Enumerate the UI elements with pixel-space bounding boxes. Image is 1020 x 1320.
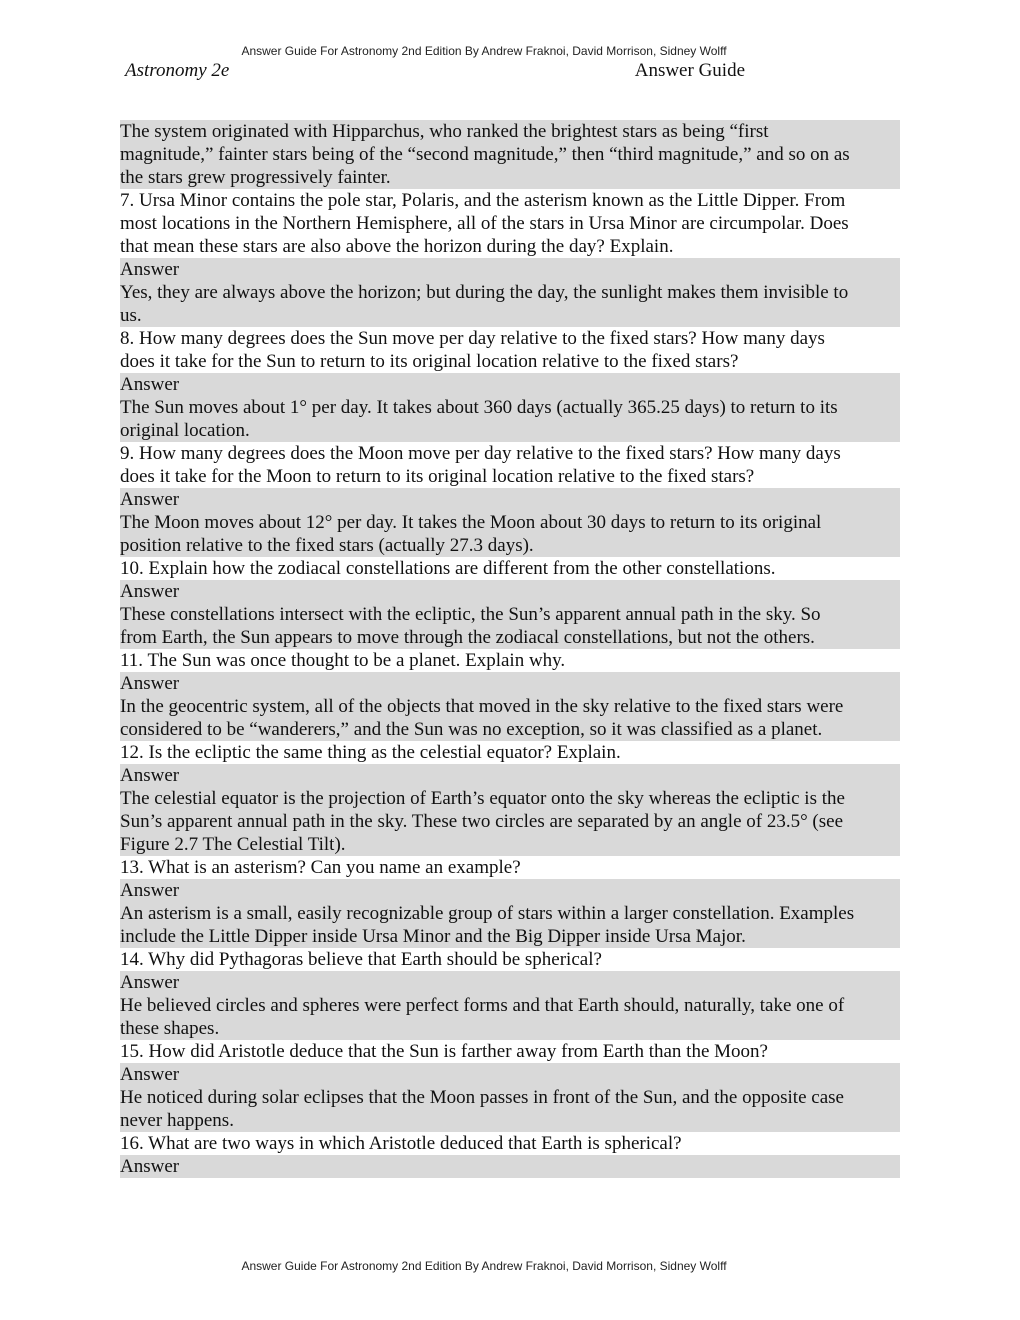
question-block xyxy=(120,856,900,879)
text-line: that mean these stars are also above the horizon during the day? Explain. xyxy=(120,236,674,257)
text-line: The system originated with Hipparchus, who ranked the brightest stars as being “first xyxy=(120,121,769,142)
text-line: The Sun moves about 1° per day. It takes about 360 days (actually 365.25 days) to return to its xyxy=(120,397,838,418)
answer-label: Answer xyxy=(120,1064,180,1085)
answer-block xyxy=(120,258,900,327)
text-line: Figure 2.7 The Celestial Tilt). xyxy=(120,834,346,855)
text-line: 12. Is the ecliptic the same thing as the celestial equator? Explain. xyxy=(120,742,621,763)
question-block xyxy=(120,1132,900,1155)
text-line: original location. xyxy=(120,420,250,441)
text-line: 8. How many degrees does the Sun move per day relative to the fixed stars? How many days xyxy=(120,328,825,349)
question-block xyxy=(120,649,900,672)
text-line: 9. How many degrees does the Moon move per day relative to the fixed stars? How many days xyxy=(120,443,841,464)
footer-credit: Answer Guide For Astronomy 2nd Edition By Andrew Fraknoi, David Morrison, Sidney Wolff xyxy=(241,1259,727,1273)
text-line: He believed circles and spheres were perfect forms and that Earth should, naturally, take one of xyxy=(120,995,845,1016)
text-line: 13. What is an asterism? Can you name an example? xyxy=(120,857,521,878)
text-line: Sun’s apparent annual path in the sky. These two circles are separated by an angle of 23.5° (see xyxy=(120,811,844,832)
answer-block xyxy=(120,580,900,649)
text-line: 7. Ursa Minor contains the pole star, Polaris, and the asterism known as the Little Dipper. From xyxy=(120,190,846,211)
text-line: Yes, they are always above the horizon; but during the day, the sunlight makes them invisible to xyxy=(120,282,849,303)
text-line: never happens. xyxy=(120,1110,234,1131)
text-line: These constellations intersect with the ecliptic, the Sun’s apparent annual path in the sky. So xyxy=(120,604,821,625)
text-line: from Earth, the Sun appears to move through the zodiacal constellations, but not the others. xyxy=(120,627,815,648)
answer-block xyxy=(120,1063,900,1132)
text-line: An asterism is a small, easily recognizable group of stars within a larger constellation. Examples xyxy=(120,903,855,924)
question-block xyxy=(120,442,900,488)
text-line: most locations in the Northern Hemisphere, all of the stars in Ursa Minor are circumpolar. Does xyxy=(120,213,849,234)
text-line: The celestial equator is the projection of Earth’s equator onto the sky whereas the ecliptic is the xyxy=(120,788,845,809)
answer-label: Answer xyxy=(120,880,180,901)
text-line: us. xyxy=(120,305,142,326)
question-block xyxy=(120,741,900,764)
text-line: the stars grew progressively fainter. xyxy=(120,167,391,188)
answer-label: Answer xyxy=(120,581,180,602)
text-line: position relative to the fixed stars (actually 27.3 days). xyxy=(120,535,534,556)
answer-label: Answer xyxy=(120,1156,180,1177)
running-head xyxy=(125,59,745,85)
header-credit: Answer Guide For Astronomy 2nd Edition By Andrew Fraknoi, David Morrison, Sidney Wolff xyxy=(241,44,727,58)
answer-label: Answer xyxy=(120,259,180,280)
text-line: 16. What are two ways in which Aristotle deduced that Earth is spherical? xyxy=(120,1133,682,1154)
text-line: The Moon moves about 12° per day. It takes the Moon about 30 days to return to its original xyxy=(120,512,822,533)
text-line: include the Little Dipper inside Ursa Minor and the Big Dipper inside Ursa Major. xyxy=(120,926,746,947)
answer-label: Answer xyxy=(120,673,180,694)
text-line: does it take for the Moon to return to its original location relative to the fixed stars? xyxy=(120,466,755,487)
answer-block xyxy=(120,672,900,741)
qa-content xyxy=(120,120,900,1178)
question-block xyxy=(120,948,900,971)
text-line: considered to be “wanderers,” and the Sun was no exception, so it was classified as a planet. xyxy=(120,719,823,740)
text-line: In the geocentric system, all of the objects that moved in the sky relative to the fixed stars were xyxy=(120,696,844,717)
question-block xyxy=(120,327,900,373)
answer-block xyxy=(120,879,900,948)
section-label: Answer Guide xyxy=(634,60,745,81)
question-block xyxy=(120,1040,900,1063)
answer-label: Answer xyxy=(120,765,180,786)
answer-block xyxy=(120,120,900,189)
question-block xyxy=(120,557,900,580)
answer-block xyxy=(120,1155,900,1178)
answer-label: Answer xyxy=(120,972,180,993)
text-line: He noticed during solar eclipses that the Moon passes in front of the Sun, and the opposite case xyxy=(120,1087,844,1108)
answer-label: Answer xyxy=(120,374,180,395)
text-line: does it take for the Sun to return to its original location relative to the fixed stars? xyxy=(120,351,739,372)
text-line: 14. Why did Pythagoras believe that Earth should be spherical? xyxy=(120,949,602,970)
answer-block xyxy=(120,764,900,856)
text-line: 15. How did Aristotle deduce that the Sun is farther away from Earth than the Moon? xyxy=(120,1041,768,1062)
book-title: Astronomy 2e xyxy=(125,60,230,81)
question-block xyxy=(120,189,900,258)
text-line: these shapes. xyxy=(120,1018,220,1039)
answer-block xyxy=(120,488,900,557)
answer-label: Answer xyxy=(120,489,180,510)
answer-block xyxy=(120,373,900,442)
text-line: 11. The Sun was once thought to be a planet. Explain why. xyxy=(120,650,566,671)
text-line: 10. Explain how the zodiacal constellations are different from the other constellations. xyxy=(120,558,776,579)
text-line: magnitude,” fainter stars being of the “second magnitude,” then “third magnitude,” and so on as xyxy=(120,144,850,165)
answer-block xyxy=(120,971,900,1040)
